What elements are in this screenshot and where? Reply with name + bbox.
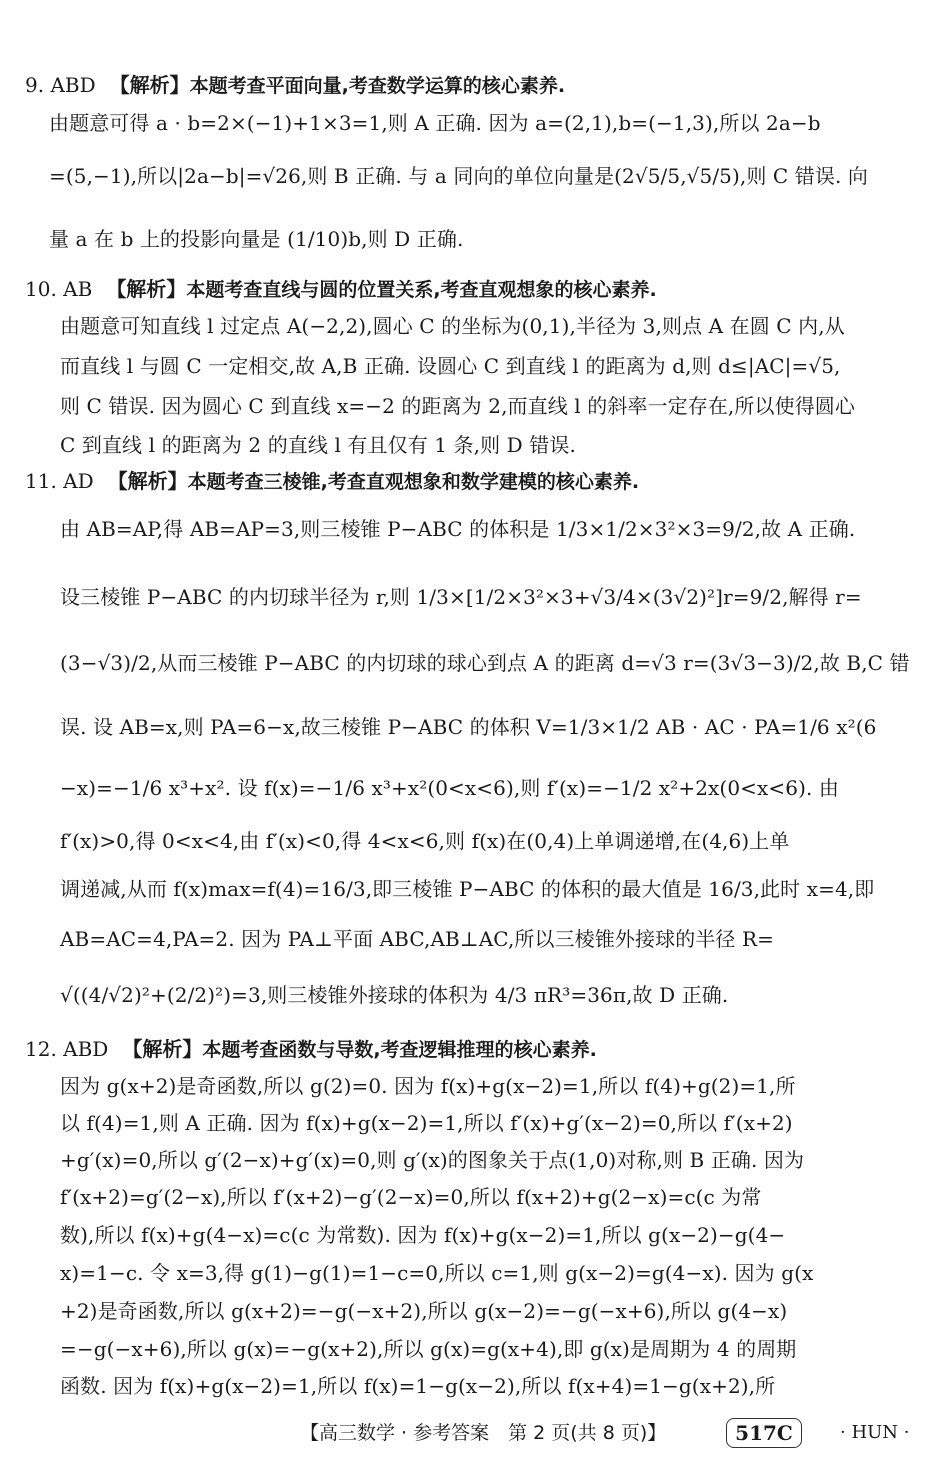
q12-line-2: 以 f(4)=1,则 A 正确. 因为 f(x)+g(x−2)=1,所以 f′(x)+g′(x−2)=0,所以 f′(x+2) — [60, 1111, 793, 1135]
q12-line-1: 因为 g(x+2)是奇函数,所以 g(2)=0. 因为 f(x)+g(x−2)=1,所以 f(4)+g(2)=1,所 — [60, 1074, 796, 1098]
answer-label: 11. AD — [25, 469, 94, 493]
q11-line-2: 设三棱锥 P−ABC 的内切球半径为 r,则 1/3×[1/2×3²×3+√3/4×(3√2)²]r=9/2,解得 r= — [60, 585, 862, 609]
q11-header — [25, 468, 639, 495]
q11-line-4: 误. 设 AB=x,则 PA=6−x,故三棱锥 P−ABC 的体积 V=1/3×1/2 AB · AC · PA=1/6 x²(6 — [60, 715, 877, 739]
answer-label: 9. ABD — [25, 73, 96, 97]
q11-line-3: (3−√3)/2,从而三棱锥 P−ABC 的内切球的球心到点 A 的距离 d=√3 r=(3√3−3)/2,故 B,C 错 — [60, 651, 910, 675]
q11-line-1: 由 AB=AP,得 AB=AP=3,则三棱锥 P−ABC 的体积是 1/3×1/2×3²×3=9/2,故 A 正确. — [60, 517, 856, 541]
answer-label: 10. AB — [25, 277, 93, 301]
q9-line-3: 量 a 在 b 上的投影向量是 (1/10)b,则 D 正确. — [49, 227, 464, 251]
question-topic: 本题考查三棱锥,考查直观想象和数学建模的核心素养. — [187, 471, 640, 493]
q11-line-8: AB=AC=4,PA=2. 因为 PA⊥平面 ABC,AB⊥AC,所以三棱锥外接球的半径 R= — [60, 927, 775, 951]
q10-header — [25, 276, 657, 303]
q11-line-6: f′(x)>0,得 0<x<4,由 f′(x)<0,得 4<x<6,则 f(x)在(0,4)上单调递增,在(4,6)上单 — [60, 829, 790, 853]
q10-line-1: 由题意可知直线 l 过定点 A(−2,2),圆心 C 的坐标为(0,1),半径为 3,则点 A 在圆 C 内,从 — [60, 314, 845, 338]
q11-line-5: −x)=−1/6 x³+x². 设 f(x)=−1/6 x³+x²(0<x<6),则 f′(x)=−1/2 x²+2x(0<x<6). 由 — [60, 776, 839, 800]
q12-line-7: +2)是奇函数,所以 g(x+2)=−g(−x+2),所以 g(x−2)=−g(−x+6),所以 g(4−x) — [60, 1299, 788, 1323]
q12-line-3: +g′(x)=0,所以 g′(2−x)+g′(x)=0,则 g′(x)的图象关于点(1,0)对称,则 B 正确. 因为 — [60, 1148, 805, 1172]
page-footer: 【高三数学 · 参考答案 第 2 页(共 8 页)】 — [300, 1422, 667, 1444]
q12-line-4: f′(x+2)=g′(2−x),所以 f′(x+2)−g′(2−x)=0,所以 f(x+2)+g(2−x)=c(c 为常 — [60, 1185, 762, 1209]
q12-header — [25, 1036, 597, 1063]
q10-line-2: 而直线 l 与圆 C 一定相交,故 A,B 正确. 设圆心 C 到直线 l 的距离为 d,则 d≤|AC|=√5, — [60, 354, 841, 378]
q12-line-9: 函数. 因为 f(x)+g(x−2)=1,所以 f(x)=1−g(x−2),所以 f(x+4)=1−g(x+2),所 — [60, 1374, 776, 1398]
question-topic: 本题考查平面向量,考查数学运算的核心素养. — [189, 75, 566, 97]
q10-line-4: C 到直线 l 的距离为 2 的直线 l 有且仅有 1 条,则 D 错误. — [60, 433, 576, 457]
q11-line-9: √((4/√2)²+(2/2)²)=3,则三棱锥外接球的体积为 4/3 πR³=36π,故 D 正确. — [60, 983, 729, 1007]
question-topic: 本题考查函数与导数,考查逻辑推理的核心素养. — [202, 1039, 597, 1061]
q9-header — [25, 72, 565, 99]
analysis-tag: 【解析】 — [122, 1037, 203, 1061]
q12-line-6: x)=1−c. 令 x=3,得 g(1)−g(1)=1−c=0,所以 c=1,则 g(x−2)=g(4−x). 因为 g(x — [60, 1261, 814, 1285]
analysis-tag: 【解析】 — [107, 469, 188, 493]
q12-line-8: =−g(−x+6),所以 g(x)=−g(x+2),所以 g(x)=g(x+4),即 g(x)是周期为 4 的周期 — [60, 1337, 797, 1361]
q9-line-2: =(5,−1),所以|2a−b|=√26,则 B 正确. 与 a 同向的单位向量是(2√5/5,√5/5),则 C 错误. 向 — [49, 164, 868, 188]
analysis-tag: 【解析】 — [106, 277, 187, 301]
question-topic: 本题考查直线与圆的位置关系,考查直观想象的核心素养. — [186, 279, 657, 301]
q11-line-7: 调递减,从而 f(x)max=f(4)=16/3,即三棱锥 P−ABC 的体积的最大值是 16/3,此时 x=4,即 — [60, 877, 875, 901]
exam-code-badge: 517C — [726, 1418, 802, 1448]
analysis-tag: 【解析】 — [109, 73, 190, 97]
q9-line-1: 由题意可得 a · b=2×(−1)+1×3=1,则 A 正确. 因为 a=(2,1),b=(−1,3),所以 2a−b — [49, 111, 821, 135]
q12-line-5: 数),所以 f(x)+g(4−x)=c(c 为常数). 因为 f(x)+g(x−2)=1,所以 g(x−2)−g(4− — [60, 1223, 786, 1247]
q10-line-3: 则 C 错误. 因为圆心 C 到直线 x=−2 的距离为 2,而直线 l 的斜率一定存在,所以使得圆心 — [60, 394, 855, 418]
answer-label: 12. ABD — [25, 1037, 109, 1061]
region-label: · HUN · — [840, 1422, 910, 1443]
